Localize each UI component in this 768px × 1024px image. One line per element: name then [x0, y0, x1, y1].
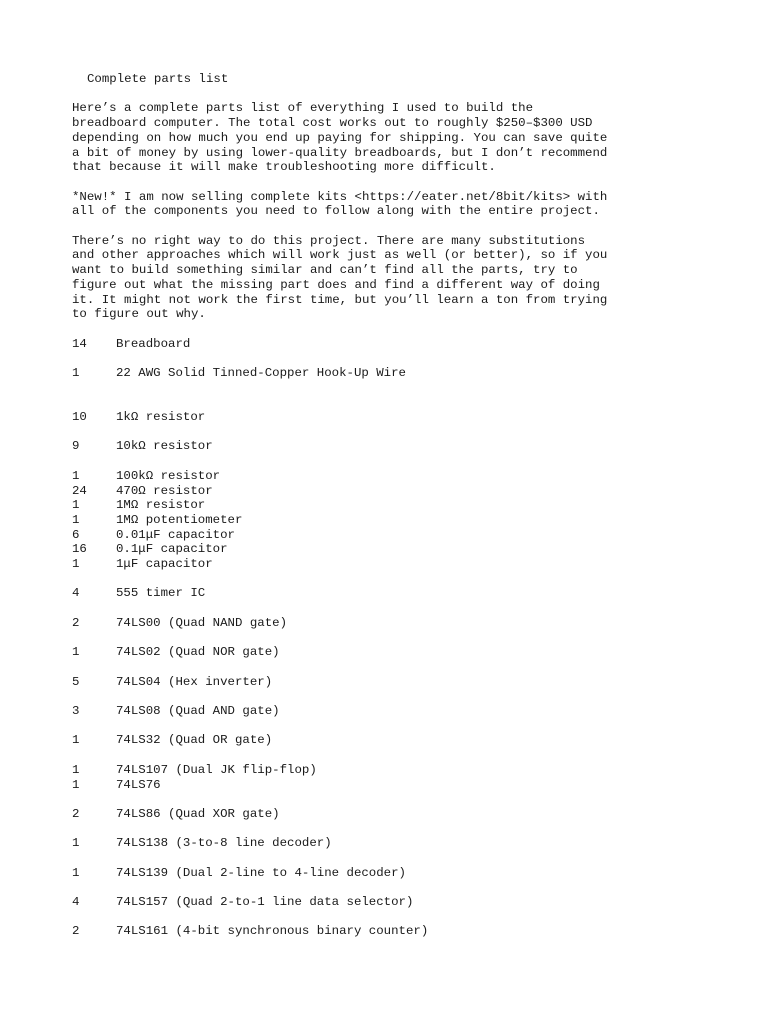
part-qty: 1: [72, 365, 80, 380]
part-name: 74LS02 (Quad NOR gate): [116, 645, 280, 660]
part-row: [72, 836, 692, 851]
part-row: [72, 704, 692, 719]
part-qty: 1: [72, 733, 80, 748]
part-row: [72, 616, 692, 631]
part-qty: 6: [72, 527, 80, 542]
kits-paragraph: *New!* I am now selling complete kits <https://eater.net/8bit/kits> with all of the components you need to follow along with the entire project.: [72, 189, 608, 219]
part-row: [72, 733, 692, 748]
part-row: [72, 675, 692, 690]
part-name: Breadboard: [116, 336, 191, 351]
part-name: 555 timer IC: [116, 586, 206, 601]
part-name: 74LS157 (Quad 2-to-1 line data selector): [116, 895, 414, 910]
part-row: [72, 895, 692, 910]
part-qty: 1: [72, 468, 80, 483]
part-qty: 1: [72, 836, 80, 851]
part-name: 74LS76: [116, 777, 161, 792]
part-name: 0.1μF capacitor: [116, 542, 228, 557]
part-qty: 1: [72, 645, 80, 660]
part-qty: 1: [72, 498, 80, 513]
part-name: 1MΩ resistor: [116, 498, 206, 513]
part-row: [72, 807, 692, 822]
part-qty: 5: [72, 674, 80, 689]
part-name: 74LS138 (3-to-8 line decoder): [116, 836, 332, 851]
part-name: 74LS161 (4-bit synchronous binary counter): [116, 924, 429, 939]
part-name: 1μF capacitor: [116, 557, 213, 572]
part-qty: 4: [72, 586, 80, 601]
part-name: 74LS08 (Quad AND gate): [116, 704, 280, 719]
part-qty: 14: [72, 336, 87, 351]
part-name: 10kΩ resistor: [116, 439, 213, 454]
part-row: [72, 528, 692, 543]
document-title: Complete parts list: [87, 72, 229, 86]
part-name: 74LS00 (Quad NAND gate): [116, 615, 288, 630]
part-name: 470Ω resistor: [116, 483, 213, 498]
part-qty: 1: [72, 557, 80, 572]
part-qty: 1: [72, 762, 80, 777]
part-qty: 1: [72, 865, 80, 880]
intro-paragraph: Here’s a complete parts list of everything I used to build the breadboard computer. The total cost works out to roughly $250–$300 USD depending on how much you end up paying for shipping. You can save quite a bit of money by using lower-quality breadboards, but I don’t recommend that because it will make troubleshooting more difficult.: [72, 101, 608, 175]
part-row: [72, 924, 692, 939]
document-page: [72, 72, 692, 939]
part-row: [72, 410, 692, 425]
part-row: [72, 542, 692, 557]
part-qty: 2: [72, 806, 80, 821]
part-row: [72, 645, 692, 660]
part-row: [72, 586, 692, 601]
part-row: [72, 498, 692, 513]
part-qty: 2: [72, 924, 80, 939]
approach-paragraph: There’s no right way to do this project. There are many substitutions and other approaches which will work just as well (or better), so if you want to build something similar and can’t find all the parts, try to figure out what the missing part does and find a different way of doing it. It might not work the first time, but you’ll learn a ton from trying to figure out why.: [72, 233, 608, 322]
part-qty: 4: [72, 895, 80, 910]
part-row: [72, 557, 692, 572]
part-name: 1kΩ resistor: [116, 410, 206, 425]
part-qty: 3: [72, 704, 80, 719]
part-qty: 16: [72, 542, 87, 557]
part-row: [72, 484, 692, 499]
part-name: 100kΩ resistor: [116, 468, 221, 483]
part-qty: 9: [72, 439, 80, 454]
part-name: 74LS86 (Quad XOR gate): [116, 806, 280, 821]
part-row: [72, 439, 692, 454]
parts-list: [72, 337, 692, 940]
part-row: [72, 513, 692, 528]
part-name: 1MΩ potentiometer: [116, 512, 243, 527]
part-qty: 24: [72, 483, 87, 498]
part-row: [72, 763, 692, 778]
part-qty: 1: [72, 512, 80, 527]
part-qty: 10: [72, 410, 87, 425]
part-name: 74LS139 (Dual 2-line to 4-line decoder): [116, 865, 406, 880]
part-qty: 2: [72, 615, 80, 630]
part-name: 74LS107 (Dual JK flip-flop): [116, 762, 317, 777]
part-name: 74LS04 (Hex inverter): [116, 674, 273, 689]
part-row: [72, 469, 692, 484]
part-row: [72, 778, 692, 793]
part-row: [72, 866, 692, 881]
part-qty: 1: [72, 777, 80, 792]
part-name: 0.01μF capacitor: [116, 527, 235, 542]
part-name: 22 AWG Solid Tinned-Copper Hook-Up Wire: [116, 365, 406, 380]
part-row: [72, 366, 692, 381]
part-row: [72, 337, 692, 352]
part-name: 74LS32 (Quad OR gate): [116, 733, 273, 748]
